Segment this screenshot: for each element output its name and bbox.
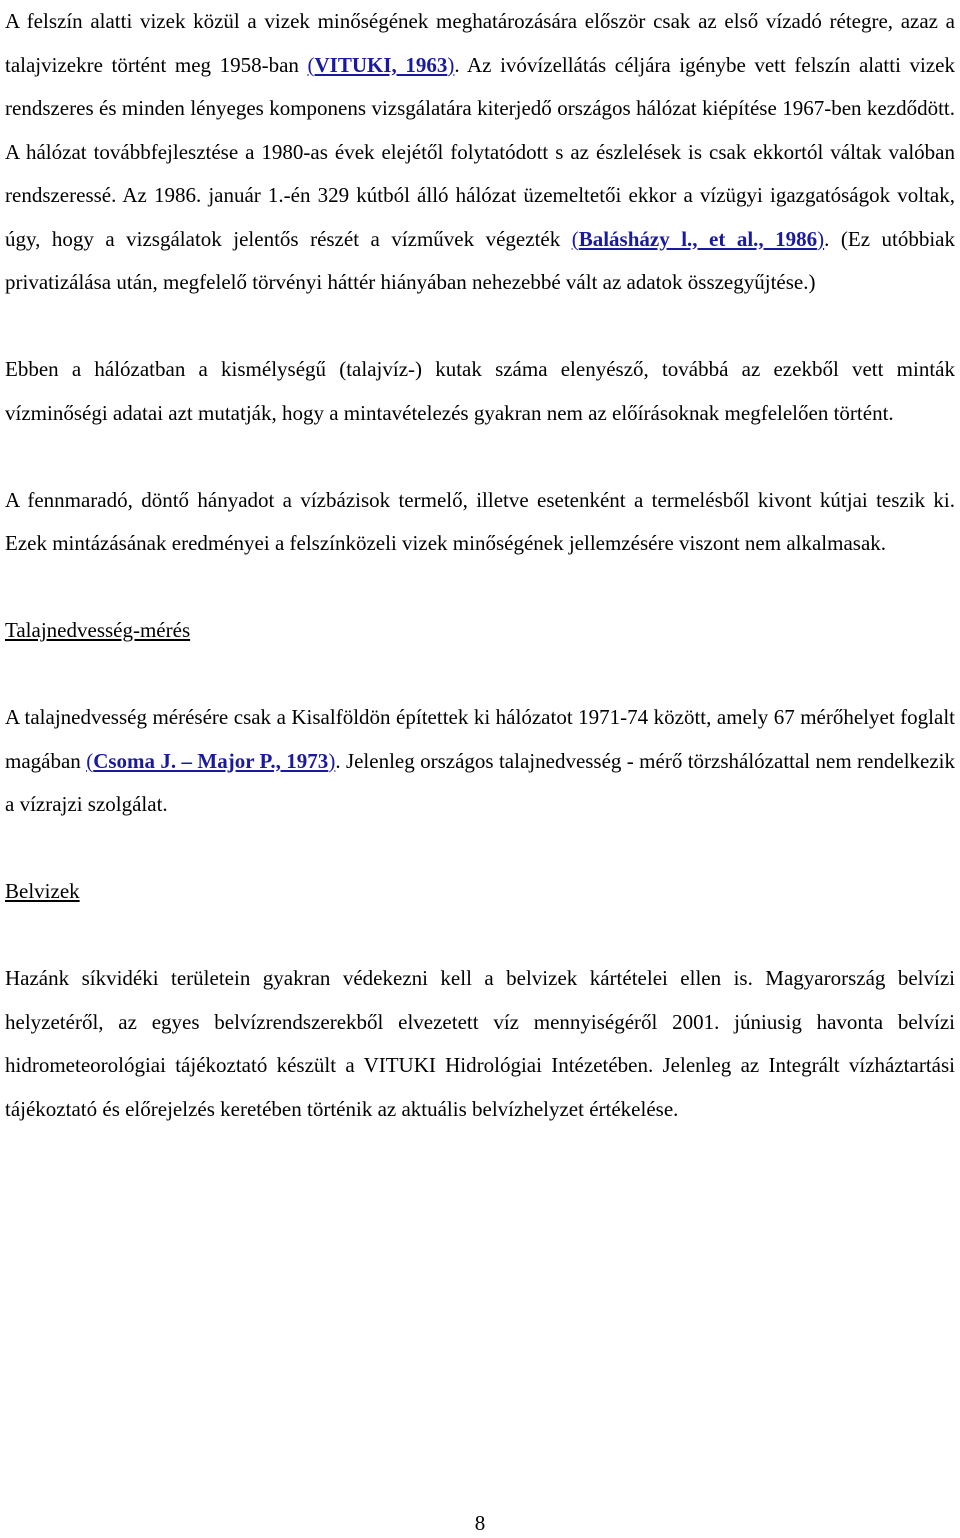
citation-text: VITUKI, 1963 [314,52,448,77]
paragraph-spacer [5,653,955,697]
paragraph-text: A felszín alatti vizek közül a vizek minőségének meghatározására először csak az első vízadó rétegre, azaz a talajvizekre történt meg 1958-ban [5,9,955,77]
section-heading-inland-waters: Belvizek [5,879,80,903]
citation-link-csoma-major[interactable] [86,749,335,773]
document-page [5,0,955,1131]
paragraph-spacer [5,566,955,610]
citation-link-vituki[interactable] [308,53,455,77]
paragraph-spacer [5,827,955,871]
paragraph-text: . Az ivóvízellátás céljára igénybe vett felszín alatti vizek rendszeres és minden lényeges komponens vizsgálatára kiterjedő országos hálózat kiépítése 1967-ben kezdődött. A hálózat továbbfejlesztése a 1980-as évek elejétől folytatódott s az észlelések is csak ekkortól váltak valóban rendszeressé. Az 1986. január 1.-én 329 kútból álló hálózat üzemeltetői ekkor a vízügyi igazgatóságok voltak, úgy, hogy a vizsgálatok jelentős részét a vízművek végezték [5,52,955,251]
paragraph-water-bases: A fennmaradó, döntő hányadot a vízbázisok termelő, illetve esetenként a termelésből kivont kútjai teszik ki. Ezek mintázásának eredményei a felszínközeli vizek minőségének jellemzésére viszont nem alkalmasak. [5,487,955,555]
paragraph-inland-waters: Hazánk síkvidéki területein gyakran védekezni kell a belvizek kártételei ellen is. Magyarország belvízi helyzetéről, az egyes belvízrendszerekből elvezetett víz mennyiségéről 2001. júniusig havonta belvízi hidrometeorológiai tájékoztató készült a VITUKI Hidrológiai Intézetében. Jelenleg az Integrált vízháztartási tájékoztató és előrejelzés keretében történik az aktuális belvízhelyzet értékelése. [5,966,955,1121]
paragraph-shallow-wells: Ebben a hálózatban a kismélységű (talajvíz-) kutak száma elenyésző, továbbá az ezekből vett minták vízminőségi adatai azt mutatják, hogy a mintavételezés gyakran nem az előírásoknak megfelelően történt. [5,357,955,425]
paragraph-text: . (Ez utóbbiak privatizálása után, megfelelő törvényi háttér hiányában nehezebbé vált az adatok összegyűjtése.) [5,226,956,294]
paragraph-text: A talajnedvesség mérésére csak a Kisalföldön építettek ki hálózatot 1971-74 között, amely 67 mérőhelyet foglalt magában [5,705,955,773]
citation-text: Balásházy l., et al., 1986 [578,226,818,251]
paragraph-groundwater-monitoring [5,0,955,305]
paragraph-soil-moisture [5,696,955,827]
citation-close-paren: ) [447,52,455,77]
citation-open-paren: ( [307,52,315,77]
citation-open-paren: ( [571,226,579,251]
citation-link-balashazy[interactable] [572,227,824,251]
paragraph-spacer [5,914,955,958]
page-number: 8 [474,1511,486,1535]
citation-close-paren: ) [328,748,336,773]
section-heading-soil-moisture: Talajnedvesség-mérés [5,618,191,642]
citation-open-paren: ( [86,748,94,773]
paragraph-text: . Jelenleg országos talajnedvesség - mérő törzshálózattal nem rendelkezik a vízrajzi szolgálat. [5,748,955,816]
citation-text: Csoma J. – Major P., 1973 [93,748,329,773]
paragraph-spacer [5,435,955,479]
paragraph-spacer [5,305,955,349]
citation-close-paren: ) [817,226,825,251]
